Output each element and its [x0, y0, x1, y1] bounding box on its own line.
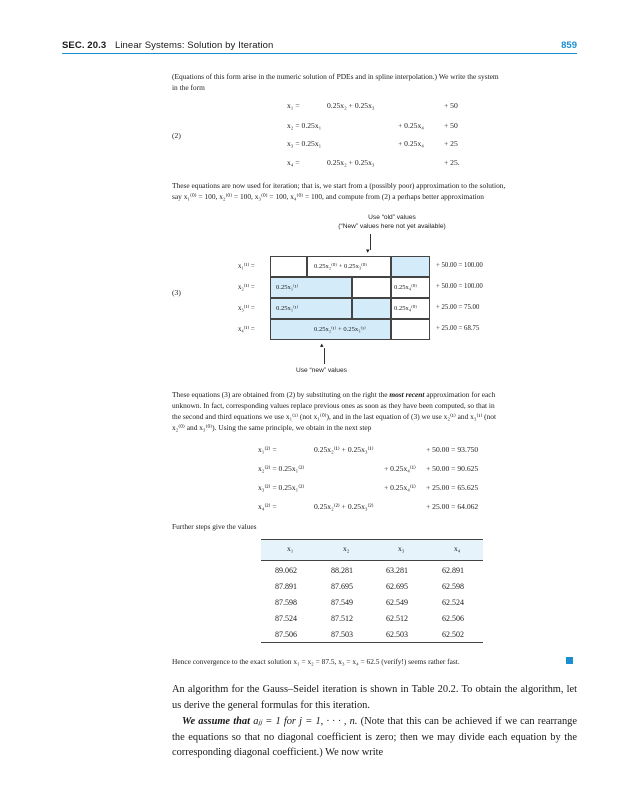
end-of-example-icon: [566, 657, 573, 664]
running-header: [62, 40, 273, 51]
grid-cell-r2c3: 0.25x₄⁽⁰⁾: [391, 277, 430, 298]
header-rule: [62, 53, 577, 54]
diag-lhs-2: x₂⁽¹⁾ =: [238, 284, 255, 291]
intro-line-1: (Equations of this form arise in the numeric solution of PDEs and in spline interpolation.) We write the system: [172, 72, 499, 81]
subst-line-2: unknown. In fact, corresponding values replace previous ones as soon as they have been computed, so that in: [172, 401, 495, 410]
section-title: Linear Systems: Solution by Iteration: [114, 40, 274, 51]
old-arrow-line: [370, 234, 371, 250]
subst-line-3: the second and third equations we use x₁⁽¹⁾ (not x₁⁽⁰⁾), and in the last equation of (3) we use x₂⁽¹⁾ and x₃⁽¹⁾ (not: [172, 412, 497, 421]
conclusion-text: Hence convergence to the exact solution x₁ = x₂ = 87.5, x₃ = x₄ = 62.5 (verify!) seems rather fast.: [172, 657, 460, 666]
intro-paragraph: [172, 71, 582, 93]
diag-rhs-2: + 50.00 = 100.00: [436, 283, 483, 290]
iteration-line-1: These equations are now used for iteration; that is, we start from a (possibly poor) approximation to the solution,: [172, 181, 506, 190]
table-header-x1: x₁: [287, 544, 294, 553]
down-arrow-icon: ▾: [366, 247, 370, 255]
old-values-label: Use “old” values (“New” values here not yet available): [338, 214, 446, 230]
subst-line-1: These equations (3) are obtained from (2) by substituting on the right the most recent approximation for each: [172, 390, 496, 399]
substitution-paragraph: [172, 389, 582, 433]
equation-number-3: (3): [172, 288, 181, 297]
equation-number-2: (2): [172, 131, 181, 140]
diag-lhs-3: x₃⁽¹⁾ =: [238, 305, 255, 312]
grid-cell-r2c1: 0.25x₁⁽¹⁾: [270, 277, 352, 298]
grid-cell-r1c3: [391, 256, 430, 277]
grid-cell-r2c2: [352, 277, 391, 298]
substitution-grid: [270, 256, 430, 340]
grid-cell-r1c2: 0.25x₂⁽⁰⁾ + 0.25x₃⁽⁰⁾: [307, 256, 391, 277]
grid-cell-r1c1: [270, 256, 307, 277]
iteration-paragraph: [172, 180, 582, 202]
diag-rhs-1: + 50.00 = 100.00: [436, 262, 483, 269]
diag-lhs-4: x₄⁽¹⁾ =: [238, 326, 255, 333]
grid-cell-r3c3: 0.25x₄⁽⁰⁾: [391, 298, 430, 319]
section-number: SEC. 20.3: [62, 40, 107, 51]
diag-lhs-1: x₁⁽¹⁾ =: [238, 263, 255, 270]
table-bottom-rule: [261, 642, 483, 643]
intro-line-2: in the form: [172, 83, 205, 92]
grid-cell-r4c1: 0.25x₂⁽¹⁾ + 0.25x₃⁽¹⁾: [270, 319, 391, 340]
assumption-paragraph: We assume that aⱼⱼ = 1 for j = 1, · · · , n. (Note that this can be achieved if we can rearrange the equations so that no diagonal coefficient is zero; then we may divide each equation by the corresponding diagonal coefficient.) We now write: [172, 716, 577, 758]
table-header-x4: x₄: [454, 544, 461, 553]
grid-cell-r3c1: 0.25x₁⁽¹⁾: [270, 298, 352, 319]
up-arrow-icon: ▴: [320, 341, 324, 349]
further-steps-text: Further steps give the values: [172, 522, 257, 531]
table-header-x3: x₃: [398, 544, 405, 553]
new-values-label: Use “new” values: [296, 367, 347, 374]
page-number: 859: [561, 40, 577, 51]
diag-rhs-3: + 25.00 = 75.00: [436, 304, 480, 311]
grid-cell-r3c2: [352, 298, 391, 319]
subst-line-4: x₂⁽⁰⁾ and x₃⁽⁰⁾). Using the same principle, we obtain in the next step: [172, 423, 372, 432]
algorithm-paragraph: An algorithm for the Gauss–Seidel iteration is shown in Table 20.2. To obtain the algorithm, let us derive the general formulas for this iteration.: [172, 684, 577, 711]
values-table-box: x₁ x₂ x₃ x₄ 89.062 88.281 63.281 62.891 87.891 87.695 62.695 62.598 87.598 87.549 62.549 62.524 87.524 87.512 62.512 62.506 87.506 87.503 62.503 62.502: [261, 539, 483, 643]
grid-cell-r4c3: [391, 319, 430, 340]
iteration-line-2: say x₁⁽⁰⁾ = 100, x₂⁽⁰⁾ = 100, x₃⁽⁰⁾ = 100, x₄⁽⁰⁾ = 100, and compute from (2) a perhaps better approximation: [172, 192, 484, 201]
diag-rhs-4: + 25.00 = 68.75: [436, 325, 480, 332]
new-arrow-line: [324, 348, 325, 364]
table-header-x2: x₂: [343, 544, 350, 553]
table-header-band: [261, 539, 483, 561]
